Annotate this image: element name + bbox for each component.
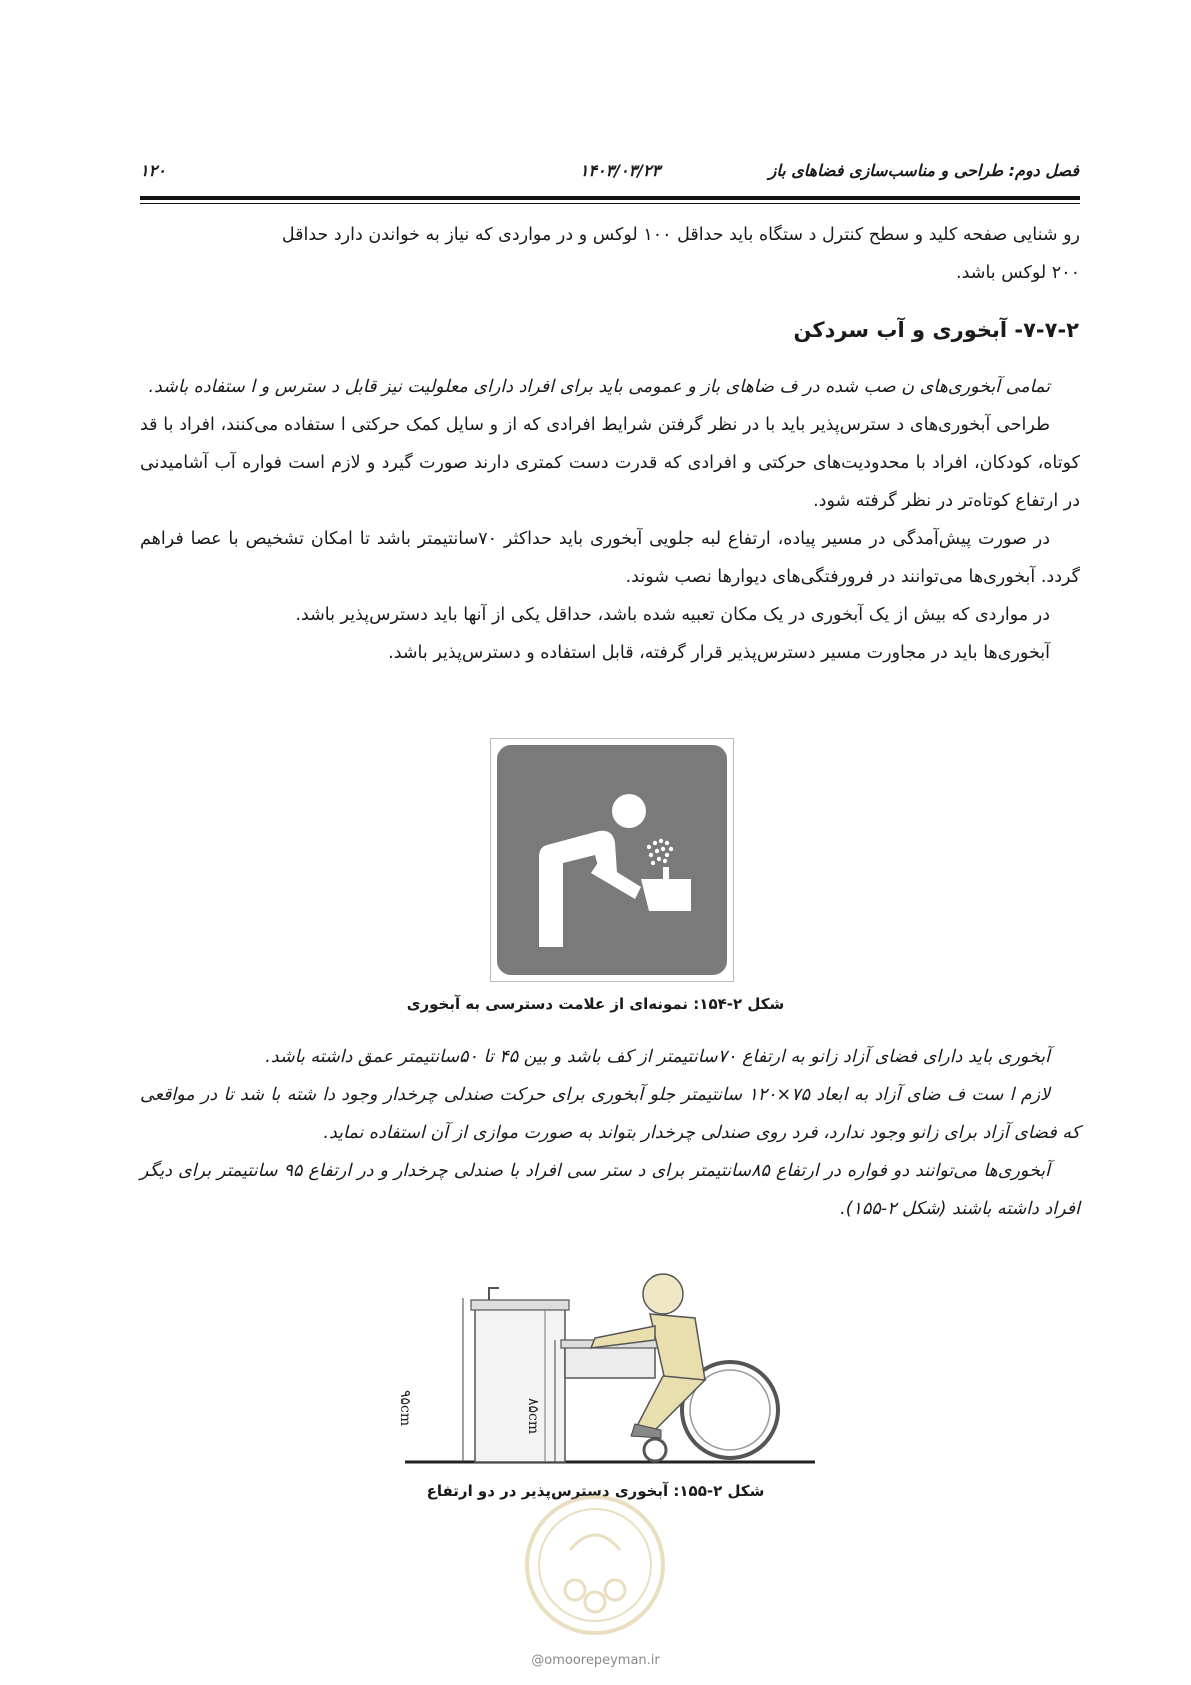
seal-logo-icon xyxy=(520,1490,670,1640)
paragraph-general: تمامی آبخوری‌های ن صب شده در ف ضاهای باز و عمومی باید برای افراد دارای معلولیت نیز قابل د سترس و ا ستفاده باشد. xyxy=(148,377,1050,397)
footer-site-link[interactable]: @omoorepeyman.ir xyxy=(531,1653,660,1668)
section-heading: ۷-۷-۲- آبخوری و آب سردکن xyxy=(793,318,1079,342)
figure-154-caption: شکل ۲-۱۵۴: نمونه‌ای از علامت دسترسی به آبخوری xyxy=(406,995,785,1013)
height-85-label: ۸۵cm xyxy=(525,1398,541,1435)
paragraph-protrusion: در صورت پیش‌آمدگی در مسیر پیاده، ارتفاع لبه جلویی آبخوری باید حداکثر ۷۰سانتیمتر باشد تا امکان تشخیص با عصا فراهم گردد. آبخوری‌ها می‌توانند در فرورفتگی‌های دیوارها نصب شوند. xyxy=(140,529,1080,587)
header-rule-thin xyxy=(140,203,1080,204)
figure-155-caption: شکل ۲-۱۵۵: آبخوری دسترس‌پذیر در دو ارتفاع xyxy=(426,1482,765,1500)
header-rule-thick xyxy=(140,196,1080,200)
paragraph-adjacent: آبخوری‌ها باید در مجاورت مسیر دسترس‌پذیر قرار گرفته، قابل استفاده و دسترس‌پذیر باشد. xyxy=(388,643,1050,663)
drinking-fountain-access-icon xyxy=(491,739,733,981)
paragraph-multiple: در مواردی که بیش از یک آبخوری در یک مکان تعبیه شده باشد، حداقل یکی از آنها باید دسترس‌پذیر باشد. xyxy=(295,605,1050,625)
paragraph-clear-space: لازم ا ست ف ضای آزاد به ابعاد ۷۵×۱۲۰ سانتیمتر جلو آبخوری برای حرکت صندلی چرخدار وجود دا شته با شد تا در مواقعی که فضای آزاد برای زانو وجود ندارد، فرد روی صندلی چرخدار بتواند به صورت موازی از آن استفاده نماید. xyxy=(140,1085,1080,1143)
accessibility-sign-frame xyxy=(490,738,734,982)
body-section-1 xyxy=(140,368,1080,672)
intro-paragraph xyxy=(140,216,1080,292)
dual-height-fountain-figure xyxy=(397,1270,815,1470)
intro-line-1: رو شنایی صفحه کلید و سطح کنترل د ستگاه باید حداقل ۱۰۰ لوکس و در مواردی که نیاز به خواندن دارد حداقل xyxy=(281,225,1080,245)
paragraph-design: طراحی آبخوری‌های د سترس‌پذیر باید با در نظر گرفتن شرایط افرادی که از و سایل کمک حرکتی ا ستفاده می‌کنند، افراد با قد کوتاه، کودکان، افراد با محدودیت‌های حرکتی و افرادی که قدرت دست کمتری دارند صورت گیرد و لازم است فواره آب آشامیدنی در ارتفاع کوتاه‌تر در نظر گرفته شود. xyxy=(140,415,1080,511)
paragraph-knee-space: آبخوری باید دارای فضای آزاد زانو به ارتفاع ۷۰سانتیمتر از کف باشد و بین ۴۵ تا ۵۰سانتیمتر عمق داشته باشد. xyxy=(265,1047,1050,1067)
chapter-title: فصل دوم: طراحی و مناسب‌سازی فضاهای باز xyxy=(768,161,1079,180)
body-section-2 xyxy=(140,1038,1080,1228)
watermark-seal xyxy=(520,1490,670,1640)
page-number: ۱۲۰ xyxy=(140,161,166,180)
height-95-label: ۹۵cm xyxy=(397,1390,413,1427)
header-date: ۱۴۰۳/۰۳/۲۳ xyxy=(579,161,661,180)
wheelchair-fountain-illustration xyxy=(405,1270,815,1470)
intro-line-2: ۲۰۰ لوکس باشد. xyxy=(956,263,1080,283)
paragraph-two-spouts: آبخوری‌ها می‌توانند دو فواره در ارتفاع ۸۵سانتیمتر برای د ستر سی افراد با صندلی چرخدار و در ارتفاع ۹۵ سانتیمتر برای دیگر افراد داشته باشند (شکل ۲-۱۵۵). xyxy=(140,1161,1080,1219)
